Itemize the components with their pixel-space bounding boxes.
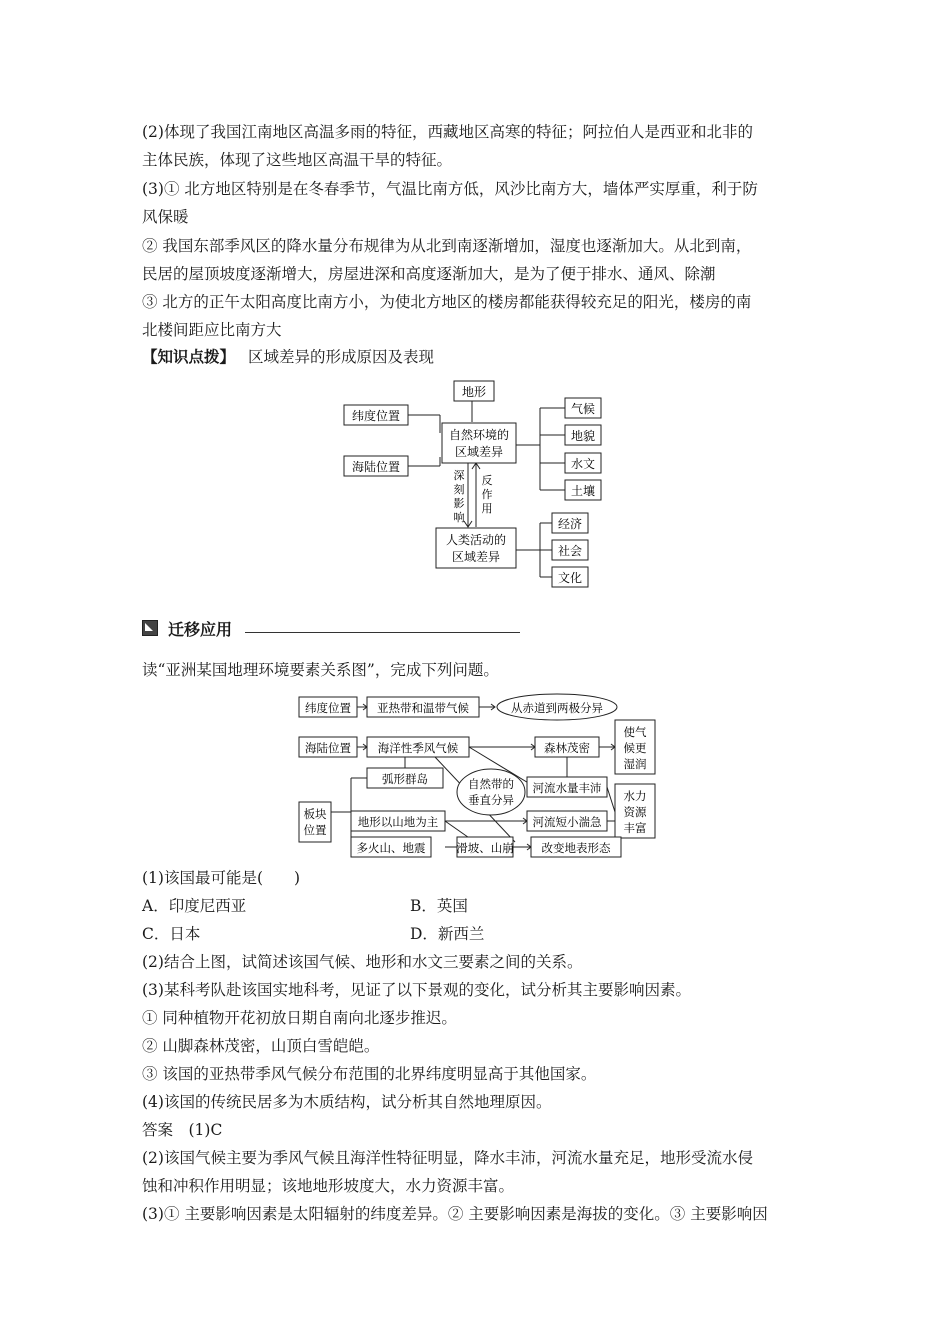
- option-c: C．日本: [142, 925, 201, 943]
- influence-char: 影: [453, 497, 465, 510]
- hydro-label-1: 水力: [623, 789, 647, 803]
- knowledge-heading: [142, 345, 812, 369]
- culture-label: 文化: [557, 571, 583, 585]
- paragraph-line: 民居的屋顶坡度逐渐增大，房屋进深和高度逐渐加大，是为了便于排水、通风、除潮: [142, 265, 716, 283]
- answer-line: 蚀和冲积作用明显；该地地形坡度大，水力资源丰富。: [142, 1177, 515, 1195]
- vertical-zone-ellipse: [457, 769, 525, 815]
- answer-line: (3)① 主要影响因素是太阳辐射的纬度差异。② 主要影响因素是海拔的变化。③ 主要影响因: [142, 1205, 768, 1223]
- arc-islands-label: 弧形群岛: [382, 772, 428, 786]
- section-marker-icon: [142, 620, 158, 636]
- answer-line: (2)该国气候主要为季风气候且海洋性特征明显，降水丰沛，河流水量充足，地形受流水侵: [142, 1149, 753, 1167]
- feedback-char: 用: [481, 502, 493, 515]
- latitude-label: 纬度位置: [305, 701, 351, 715]
- hydro-label-2: 资源: [623, 805, 647, 819]
- paragraph-line: ③ 北方的正午太阳高度比南方小，为使北方地区的楼房都能获得较充足的阳光，楼房的南: [142, 293, 752, 311]
- section-underline: [245, 632, 520, 633]
- natural-label-1: 自然环境的: [448, 428, 510, 442]
- humid-label-3: 湿润: [623, 757, 647, 771]
- subtropical-label: 亚热带和温带气候: [377, 701, 469, 715]
- influence-char: 响: [453, 511, 465, 524]
- feedback-char: 作: [481, 488, 493, 501]
- society-label: 社会: [557, 544, 583, 558]
- plate-label-1: 板块: [303, 807, 327, 821]
- paragraph-line: (3)① 北方地区特别是在冬春季节，气温比南方低，风沙比南方大，墙体严实厚重，利于防: [142, 180, 758, 198]
- human-label-1: 人类活动的: [445, 533, 507, 547]
- section-label: 迁移应用: [168, 619, 233, 639]
- sea-land-label: 海陆位置: [351, 460, 401, 474]
- option-a: A．印度尼西亚: [142, 897, 247, 915]
- river-water-label: 河流水量丰沛: [532, 781, 602, 795]
- vertical-zone-label-2: 垂直分异: [468, 793, 514, 807]
- human-label-2: 区域差异: [451, 550, 501, 564]
- terrain-label: 地形: [461, 385, 487, 399]
- hydro-label-3: 丰富: [623, 821, 647, 835]
- feedback-char: 反: [481, 474, 493, 487]
- knowledge-tag: 【知识点拨】: [142, 347, 236, 366]
- influence-char: 刻: [453, 483, 465, 496]
- equator-poles-label: 从赤道到两极分异: [511, 701, 603, 715]
- knowledge-title: 区域差异的形成原因及表现: [247, 348, 434, 366]
- region-difference-diagram: [330, 375, 610, 595]
- humid-label-1: 使气: [623, 725, 647, 739]
- answer-line: 答案 (1)C: [142, 1121, 223, 1139]
- plate-label-2: 位置: [303, 823, 327, 837]
- latitude-label: 纬度位置: [351, 409, 401, 423]
- change-surface-label: 改变地表形态: [541, 841, 611, 855]
- question-4: (4)该国的传统民居多为木质结构，试分析其自然地理原因。: [142, 1093, 552, 1111]
- sea-land-label: 海陆位置: [305, 741, 351, 755]
- soil-label: 土壤: [570, 484, 596, 498]
- connector: [607, 787, 615, 812]
- paragraph-line: 主体民族，体现了这些地区高温干旱的特征。: [142, 151, 453, 169]
- question-3-item: ② 山脚森林茂密，山顶白雪皑皑。: [142, 1037, 380, 1055]
- climate-label: 气候: [570, 402, 596, 416]
- short-rapid-label: 河流短小湍急: [532, 815, 602, 829]
- natural-label-2: 区域差异: [454, 445, 504, 459]
- volcano-label: 多火山、地震: [356, 841, 426, 855]
- question-3-item: ③ 该国的亚热带季风气候分布范围的北界纬度明显高于其他国家。: [142, 1065, 597, 1083]
- question-intro: 读“亚洲某国地理环境要素关系图”，完成下列问题。: [142, 661, 499, 679]
- forest-label: 森林茂密: [544, 741, 590, 755]
- mountain-terrain-label: 地形以山地为主: [357, 815, 439, 829]
- paragraph-line: ② 我国东部季风区的降水量分布规律为从北到南逐渐增加，湿度也逐渐加大。从北到南，: [142, 237, 752, 255]
- paragraph-line: 北楼间距应比南方大: [142, 321, 282, 339]
- asia-country-relation-diagram: [295, 692, 660, 862]
- question-2: (2)结合上图，试简述该国气候、地形和水文三要素之间的关系。: [142, 953, 583, 971]
- economy-label: 经济: [557, 517, 583, 531]
- question-1: (1)该国最可能是( ): [142, 869, 301, 887]
- landslide-label: 滑坡、山崩: [456, 841, 514, 855]
- influence-char: 深: [453, 469, 465, 482]
- vertical-zone-label-1: 自然带的: [468, 777, 514, 791]
- hydrology-label: 水文: [570, 457, 596, 471]
- paragraph-line: (2)体现了我国江南地区高温多雨的特征，西藏地区高寒的特征；阿拉伯人是西亚和北非的: [142, 123, 753, 141]
- maritime-monsoon-label: 海洋性季风气候: [377, 741, 459, 755]
- humid-label-2: 候更: [623, 741, 647, 755]
- question-3: (3)某科考队赴该国实地科考，见证了以下景观的变化，试分析其主要影响因素。: [142, 981, 691, 999]
- question-3-item: ① 同种植物开花初放日期自南向北逐步推迟。: [142, 1009, 457, 1027]
- option-d: D．新西兰: [410, 925, 485, 943]
- section-heading: [142, 616, 232, 640]
- option-b: B．英国: [410, 897, 468, 915]
- landform-label: 地貌: [570, 429, 596, 443]
- paragraph-line: 风保暖: [142, 208, 189, 226]
